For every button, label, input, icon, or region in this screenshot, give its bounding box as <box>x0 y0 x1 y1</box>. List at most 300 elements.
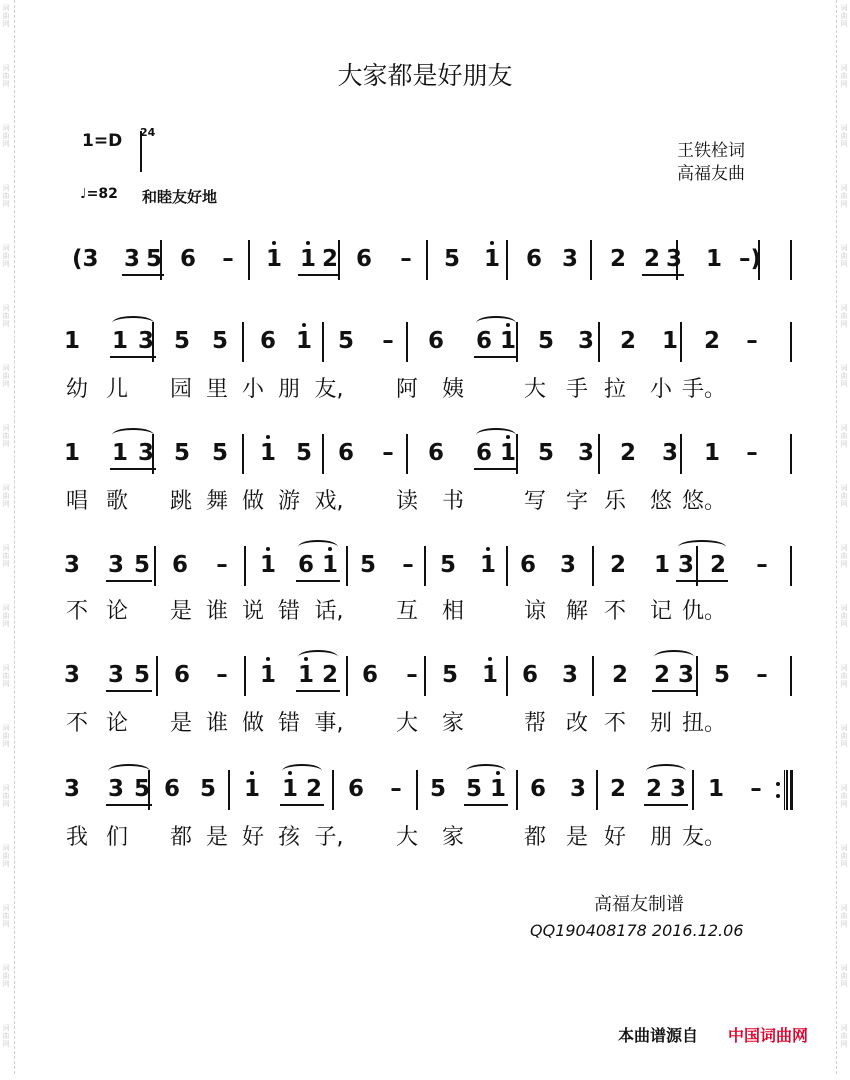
high-octave-dot <box>486 547 490 551</box>
note: 6 <box>529 776 546 802</box>
left-watermark-strip <box>0 0 16 1074</box>
bar-line <box>506 546 508 586</box>
underline-beam <box>464 804 508 806</box>
note: 5 <box>713 662 730 688</box>
note: 1 <box>296 246 320 272</box>
lyric-char: 错 <box>277 599 300 624</box>
note: 2 <box>653 662 670 688</box>
bar-line <box>406 322 408 362</box>
note: 1 <box>661 328 678 354</box>
slur-arc <box>476 316 516 330</box>
note: 3 <box>661 440 678 466</box>
bar-line <box>332 770 334 810</box>
note: 1 <box>256 662 280 688</box>
maker-credit: 高福友制谱 <box>594 894 684 915</box>
bar-line <box>596 770 598 810</box>
note: 3 <box>123 246 140 272</box>
lyric-char: 游 <box>277 489 300 514</box>
lyric-char: 幼 <box>65 377 88 402</box>
notation-row-2 <box>60 430 800 492</box>
lyric-char: 字 <box>565 489 588 514</box>
bar-line <box>322 434 324 474</box>
lyric-char: 里 <box>205 377 228 402</box>
lyric-char: 唱 <box>65 489 88 514</box>
note: 1 <box>318 552 342 578</box>
note: 1 <box>705 246 722 272</box>
note: 3 <box>137 440 154 466</box>
note: 6 <box>525 246 542 272</box>
lyric-char: 孩 <box>277 825 300 850</box>
slur-arc <box>112 428 154 442</box>
note: 1 <box>294 662 318 688</box>
lyric-char: 都 <box>523 825 546 850</box>
note: 2 <box>619 440 636 466</box>
watermark-mark: 词 曲 网 <box>2 544 10 568</box>
watermark-mark: 词 曲 网 <box>2 904 10 928</box>
bar-line <box>248 240 250 280</box>
slur-arc <box>282 764 322 778</box>
lyric-char: 是 <box>169 711 192 736</box>
notation-row-5 <box>60 766 800 828</box>
lyric-char: 舞 <box>205 489 228 514</box>
watermark-mark: 词 曲 网 <box>840 604 848 628</box>
underline-beam <box>110 356 156 358</box>
bar-line <box>790 656 792 696</box>
note: 5 <box>145 246 162 272</box>
watermark-mark: 词 曲 网 <box>840 304 848 328</box>
lyric-char: 都 <box>169 825 192 850</box>
lyric-char: 话, <box>314 599 344 624</box>
note: 3 <box>561 246 578 272</box>
bar-line <box>228 770 230 810</box>
lyric-char: 家 <box>441 825 464 850</box>
bar-line <box>758 240 760 280</box>
bar-line <box>506 656 508 696</box>
note: 6 <box>427 440 444 466</box>
bar-line <box>416 770 418 810</box>
underline-beam <box>474 356 518 358</box>
note: 1 <box>262 246 286 272</box>
underline-beam <box>652 690 696 692</box>
underline-beam <box>110 468 156 470</box>
watermark-mark: 词 曲 网 <box>2 724 10 748</box>
bar-line <box>516 770 518 810</box>
lyric-char: 解 <box>565 599 588 624</box>
underline-beam <box>106 804 152 806</box>
notation-row-0 <box>60 236 800 298</box>
slur-arc <box>466 764 506 778</box>
bar-line <box>592 656 594 696</box>
contact-date: QQ190408178 2016.12.06 <box>530 921 744 940</box>
watermark-mark: 词 曲 网 <box>840 664 848 688</box>
bar-line <box>406 434 408 474</box>
bar-line <box>424 656 426 696</box>
bar-line <box>598 322 600 362</box>
note: 2 <box>709 552 726 578</box>
slur-arc <box>108 764 150 778</box>
note: 3 <box>107 552 124 578</box>
watermark-mark: 词 曲 网 <box>840 184 848 208</box>
note: 1 <box>703 440 720 466</box>
high-octave-dot <box>250 771 254 775</box>
lyric-char: 谅 <box>523 599 546 624</box>
lyric-char: 扭。 <box>682 711 727 736</box>
bar-line <box>244 656 246 696</box>
slur-arc <box>476 428 516 442</box>
expression-marking: 和睦友好地 <box>142 188 218 206</box>
lyric-char: 子, <box>314 825 344 850</box>
note: 1 <box>292 328 316 354</box>
note: 2 <box>609 552 626 578</box>
watermark-mark: 词 曲 网 <box>2 784 10 808</box>
note: 3 <box>577 328 594 354</box>
lyric-char: 书 <box>441 489 464 514</box>
note: 1 <box>63 328 80 354</box>
slur-arc <box>654 650 694 664</box>
note: 5 <box>465 776 482 802</box>
lyric-char: 跳 <box>169 489 192 514</box>
note: – <box>382 328 394 354</box>
note: – <box>406 662 418 688</box>
source-label: 本曲谱源自 <box>618 1026 699 1045</box>
bar-line <box>592 546 594 586</box>
bar-line <box>696 656 698 696</box>
note: 5 <box>443 246 460 272</box>
note: 3 <box>107 662 124 688</box>
underline-beam <box>642 274 684 276</box>
slur-arc <box>112 316 154 330</box>
note: 1 <box>278 776 302 802</box>
notation-row-4 <box>60 652 800 714</box>
watermark-mark: 词 曲 网 <box>840 1024 848 1048</box>
lyric-row-4 <box>60 706 800 736</box>
lyric-char: 小 <box>649 377 672 402</box>
underline-beam <box>280 804 324 806</box>
note: 6 <box>259 328 276 354</box>
watermark-mark: 词 曲 网 <box>2 664 10 688</box>
watermark-mark: 词 曲 网 <box>2 124 10 148</box>
bar-line <box>244 546 246 586</box>
underline-beam <box>106 580 152 582</box>
lyric-char: 朋 <box>649 825 672 850</box>
watermark-mark: 词 曲 网 <box>840 244 848 268</box>
lyric-char: 友。 <box>682 825 727 850</box>
high-octave-dot <box>266 547 270 551</box>
lyric-char: 说 <box>241 599 264 624</box>
underline-beam <box>676 580 728 582</box>
lyric-char: 改 <box>565 711 588 736</box>
note: – <box>222 246 234 272</box>
underline-beam <box>474 468 518 470</box>
site-name: 中国词曲网 <box>728 1026 809 1045</box>
note: 5 <box>359 552 376 578</box>
slur-arc <box>678 540 726 554</box>
lyricist-credit: 王铁栓词 <box>677 141 745 161</box>
note: –) <box>738 246 761 272</box>
note: 5 <box>337 328 354 354</box>
bar-line <box>242 434 244 474</box>
slur-arc <box>646 764 686 778</box>
lyric-char: 好 <box>241 825 264 850</box>
lyric-char: 是 <box>169 599 192 624</box>
note: 2 <box>321 662 338 688</box>
tempo-marking: ♩=82 <box>80 186 118 202</box>
lyric-row-1 <box>60 372 800 402</box>
note: 5 <box>439 552 456 578</box>
time-signature: 2 4 <box>140 126 152 139</box>
lyric-char: 仇。 <box>682 599 727 624</box>
lyric-char: 家 <box>441 711 464 736</box>
note: – <box>750 776 762 802</box>
lyric-char: 大 <box>523 377 546 402</box>
bar-line <box>590 240 592 280</box>
watermark-mark: 词 曲 网 <box>840 784 848 808</box>
note: 1 <box>256 440 280 466</box>
note: 3 <box>137 328 154 354</box>
lyric-char: 论 <box>105 599 128 624</box>
notation-row-1 <box>60 318 800 380</box>
lyric-char: 是 <box>565 825 588 850</box>
note: 3 <box>107 776 124 802</box>
note: 6 <box>173 662 190 688</box>
watermark-mark: 词 曲 网 <box>840 364 848 388</box>
watermark-mark: 词 曲 网 <box>840 964 848 988</box>
note: 5 <box>295 440 312 466</box>
lyric-char: 歌 <box>105 489 128 514</box>
watermark-mark: 词 曲 网 <box>2 304 10 328</box>
lyric-char: 论 <box>105 711 128 736</box>
note: 5 <box>441 662 458 688</box>
high-octave-dot <box>266 657 270 661</box>
lyric-char: 朋 <box>277 377 300 402</box>
note: 6 <box>475 328 492 354</box>
watermark-mark: 词 曲 网 <box>2 1024 10 1048</box>
note: 2 <box>609 776 626 802</box>
underline-beam <box>122 274 164 276</box>
note: 5 <box>211 440 228 466</box>
watermark-mark: 词 曲 网 <box>840 124 848 148</box>
note: 6 <box>427 328 444 354</box>
lyric-char: 阿 <box>395 377 418 402</box>
note: 1 <box>496 328 520 354</box>
underline-beam <box>644 804 688 806</box>
lyric-char: 做 <box>241 489 264 514</box>
watermark-mark: 词 曲 网 <box>840 484 848 508</box>
note: 5 <box>133 662 150 688</box>
lyric-char: 手。 <box>682 377 727 402</box>
lyric-char: 事, <box>314 711 344 736</box>
note: 2 <box>321 246 338 272</box>
note: 1 <box>653 552 670 578</box>
lyric-row-5 <box>60 820 800 850</box>
underline-beam <box>298 274 340 276</box>
note: – <box>216 552 228 578</box>
lyric-char: 戏, <box>314 489 344 514</box>
high-octave-dot <box>266 435 270 439</box>
lyric-char: 悠。 <box>682 489 727 514</box>
bar-line <box>154 546 156 586</box>
note: 2 <box>643 246 660 272</box>
note: (3 <box>72 246 99 272</box>
note: 1 <box>63 440 80 466</box>
note: – <box>756 552 768 578</box>
watermark-mark: 词 曲 网 <box>2 844 10 868</box>
lyric-char: 大 <box>395 825 418 850</box>
note: 6 <box>171 552 188 578</box>
note: 5 <box>537 440 554 466</box>
lyric-char: 帮 <box>523 711 546 736</box>
lyric-char: 们 <box>105 825 128 850</box>
note: 5 <box>173 440 190 466</box>
lyric-char: 记 <box>649 599 672 624</box>
bar-line <box>790 240 792 280</box>
watermark-mark: 词 曲 网 <box>2 424 10 448</box>
note: 1 <box>478 662 502 688</box>
watermark-mark: 词 曲 网 <box>2 364 10 388</box>
high-octave-dot <box>490 241 494 245</box>
note: 1 <box>111 440 128 466</box>
right-watermark-strip <box>834 0 850 1074</box>
watermark-mark: 词 曲 网 <box>840 724 848 748</box>
bar-line <box>156 656 158 696</box>
note: 1 <box>256 552 280 578</box>
lyric-char: 写 <box>523 489 546 514</box>
lyric-char: 谁 <box>205 599 228 624</box>
bar-line <box>680 322 682 362</box>
note: 5 <box>537 328 554 354</box>
watermark-mark: 词 曲 网 <box>2 604 10 628</box>
lyric-char: 错 <box>277 711 300 736</box>
final-thin-bar <box>784 770 785 810</box>
lyric-char: 谁 <box>205 711 228 736</box>
bar-line <box>790 434 792 474</box>
note: 5 <box>173 328 190 354</box>
lyric-char: 儿 <box>105 377 128 402</box>
watermark-mark: 词 曲 网 <box>2 244 10 268</box>
note: 5 <box>199 776 216 802</box>
bar-line <box>424 546 426 586</box>
note: 6 <box>347 776 364 802</box>
slur-arc <box>298 650 338 664</box>
bar-line <box>506 240 508 280</box>
note: 2 <box>611 662 628 688</box>
note: 3 <box>665 246 682 272</box>
watermark-mark: 词 曲 网 <box>840 64 848 88</box>
lyric-char: 乐 <box>603 489 626 514</box>
note: 3 <box>569 776 586 802</box>
note: 6 <box>521 662 538 688</box>
watermark-mark: 词 曲 网 <box>840 844 848 868</box>
watermark-mark: 词 曲 网 <box>2 184 10 208</box>
note: – <box>746 328 758 354</box>
note: 3 <box>677 552 694 578</box>
note: 2 <box>609 246 626 272</box>
note: 1 <box>496 440 520 466</box>
lyric-char: 园 <box>169 377 192 402</box>
note: 6 <box>297 552 314 578</box>
underline-beam <box>296 690 340 692</box>
underline-beam <box>106 690 152 692</box>
composer-credit: 高福友曲 <box>677 164 745 184</box>
note: 2 <box>645 776 662 802</box>
lyric-char: 姨 <box>441 377 464 402</box>
watermark-mark: 词 曲 网 <box>840 544 848 568</box>
lyric-char: 手 <box>565 377 588 402</box>
bar-line <box>598 434 600 474</box>
bar-line <box>322 322 324 362</box>
high-octave-dot <box>272 241 276 245</box>
note: 3 <box>63 662 80 688</box>
lyric-char: 别 <box>649 711 672 736</box>
note: 3 <box>577 440 594 466</box>
repeat-dot <box>776 794 780 798</box>
note: 6 <box>337 440 354 466</box>
note: 1 <box>707 776 724 802</box>
note: – <box>756 662 768 688</box>
note: – <box>390 776 402 802</box>
watermark-mark: 词 曲 网 <box>840 904 848 928</box>
lyric-char: 大 <box>395 711 418 736</box>
note: 1 <box>240 776 264 802</box>
note: – <box>216 662 228 688</box>
note: 1 <box>486 776 510 802</box>
final-thick-bar <box>790 770 793 810</box>
note: 5 <box>133 776 150 802</box>
bar-line <box>242 322 244 362</box>
watermark-mark: 词 曲 网 <box>2 484 10 508</box>
note: 5 <box>211 328 228 354</box>
note: 6 <box>355 246 372 272</box>
note: 3 <box>63 552 80 578</box>
bar-line <box>692 770 694 810</box>
lyric-row-3 <box>60 594 800 624</box>
note: 3 <box>63 776 80 802</box>
note: – <box>746 440 758 466</box>
watermark-mark: 词 曲 网 <box>840 4 848 28</box>
note: 5 <box>133 552 150 578</box>
note: 6 <box>519 552 536 578</box>
note: 6 <box>179 246 196 272</box>
note: 6 <box>361 662 378 688</box>
high-octave-dot <box>488 657 492 661</box>
note: 6 <box>163 776 180 802</box>
watermark-mark: 词 曲 网 <box>2 4 10 28</box>
watermark-mark: 词 曲 网 <box>2 64 10 88</box>
lyric-char: 悠 <box>649 489 672 514</box>
lyric-char: 做 <box>241 711 264 736</box>
note: 5 <box>429 776 446 802</box>
lyric-char: 相 <box>441 599 464 624</box>
bar-line <box>680 434 682 474</box>
underline-beam <box>296 580 340 582</box>
lyric-char: 不 <box>65 599 88 624</box>
note: – <box>382 440 394 466</box>
high-octave-dot <box>302 323 306 327</box>
note: 3 <box>669 776 686 802</box>
lyric-char: 互 <box>395 599 418 624</box>
lyric-char: 读 <box>395 489 418 514</box>
note: 3 <box>559 552 576 578</box>
lyric-char: 不 <box>603 599 626 624</box>
key-signature: 1=D <box>82 131 123 151</box>
lyric-char: 我 <box>65 825 88 850</box>
lyric-char: 不 <box>603 711 626 736</box>
note: 3 <box>561 662 578 688</box>
bar-line <box>346 546 348 586</box>
bar-line <box>790 546 792 586</box>
lyric-char: 小 <box>241 377 264 402</box>
repeat-dot <box>776 782 780 786</box>
